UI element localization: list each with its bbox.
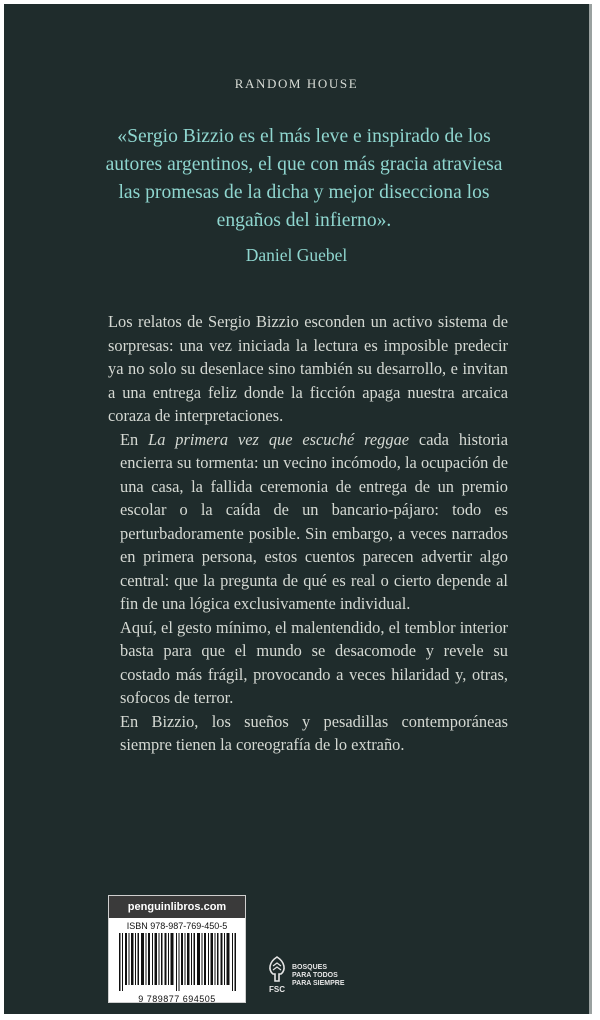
synopsis-paragraph-4: En Bizzio, los sueños y pesadillas contemporáneas siempre tienen la coreografía de lo extraño.	[120, 711, 508, 754]
fsc-slogan-line-2: PARA TODOS	[292, 972, 338, 979]
synopsis	[108, 310, 508, 757]
blurb-author: Daniel Guebel	[245, 245, 348, 265]
book-title: La primera vez que escuché reggae	[148, 429, 410, 449]
blurb-quote: «Sergio Bizzio es el más leve e inspirado de los autores argentinos, el que con más gracia atraviesa las promesas de la dicha y mejor disecciona los engaños del infierno».	[105, 126, 503, 231]
fsc-slogan-line-3: PARA SIEMPRE	[292, 980, 345, 987]
fsc-label: FSC	[269, 985, 285, 994]
publisher-website: penguinlibros.com	[109, 896, 245, 918]
isbn-number: ISBN 978-987-769-450-5	[126, 921, 228, 931]
back-cover	[4, 4, 592, 1014]
barcode-number: 9 789877 694505	[138, 994, 216, 1004]
barcode-label	[108, 895, 246, 1003]
synopsis-paragraph-3: Aquí, el gesto mínimo, el malentendido, el temblor interior basta para que el mundo se desacomode y revele su costado más frágil, provocando a veces hilaridad y, otras, sofocos de terror.	[120, 617, 508, 707]
synopsis-p2-start: En	[120, 429, 149, 449]
synopsis-paragraph-1: Los relatos de Sergio Bizzio esconden un activo sistema de sorpresas: una vez iniciada la lectura es imposible predecir ya no solo su desenlace sino también su desarrollo, e invitan a una entrega feliz donde la ficción apaga nuestra arcaica coraza de interpretaciones.	[108, 312, 508, 425]
barcode-icon	[119, 933, 237, 991]
fsc-slogan-line-1: BOSQUES	[292, 964, 328, 971]
fsc-tree-icon	[264, 954, 290, 994]
synopsis-paragraph-2	[108, 428, 508, 616]
fsc-certification	[264, 954, 354, 994]
fsc-slogan	[292, 964, 354, 988]
publisher-name: RANDOM HOUSE	[234, 76, 359, 91]
synopsis-p2-rest: cada historia encierra su tormenta: un vecino incómodo, la ocupación de una casa, la fallida ceremonia de entrega de un premio escolar o la caída de un bancario-pájaro: todo es perturbadoramente posible. Sin embargo, a veces narrados en primera persona, estos cuentos parecen advertir algo central: que la pregunta de qué es real o cierto depende al fin de una lógica exclusivamente individual.	[120, 429, 509, 613]
